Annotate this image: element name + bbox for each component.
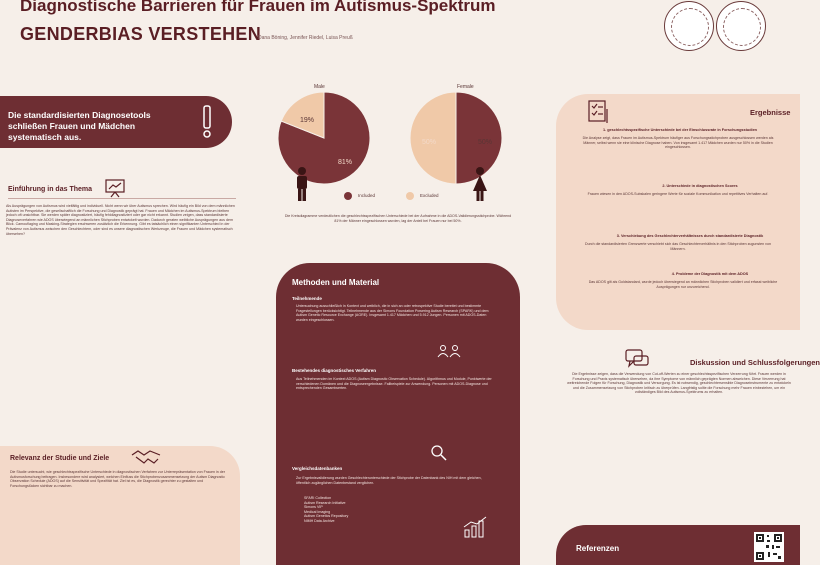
poster-subtitle: GENDERBIAS VERSTEHEN	[20, 24, 262, 44]
pie-value-label: 50%	[422, 139, 437, 146]
list-item: Simons VIP	[304, 505, 323, 510]
university-seal-icon	[664, 1, 714, 51]
chat-icon	[624, 348, 650, 370]
female-figure-icon	[470, 166, 490, 202]
results-subheading: 1. geschlechtsspezifische Unterschiede bei der Einschlussrate in Forschungsstudien	[602, 128, 758, 132]
relevance-text: Die Studie untersucht, wie geschlechtsspezifische Unterschiede in diagnostischen Verfahren zur Unterrepräsentation von Frauen in der Autismusforschung beitragen. Insbesondere wird analysiert, welchen Einfluss die Stichprobenzusammensetzung der Autism Diagnostic Observation Schedule (ADOS) auf die Sensitivität und Spezifität hat. Ziel ist es, die Diagnostik gerechter zu gestalten und Forschungslücken sichtbar zu machen.	[10, 470, 225, 488]
database-list	[304, 496, 424, 524]
male-figure-icon	[292, 166, 312, 202]
list-item: SFARI Collection	[304, 496, 332, 500]
list-item: Autism Research Initiative	[304, 500, 346, 505]
key-statement-text: Die standardisierten Diagnosetools schließen Frauen und Mädchen systematisch aus.	[8, 110, 151, 142]
checklist-icon	[586, 99, 612, 125]
methods-databases-text: Zur Ergebnisvalidierung wurden Geschlechterunterschiede der Stichprobe der Datenbank des NIH mit dem gleichen, öffentlich zugänglichen Datenbestand verglichen.	[296, 476, 482, 485]
list-item: NIMH Data Archive	[304, 518, 335, 523]
pie-label-male: Male	[314, 84, 325, 90]
legend-included-swatch	[344, 192, 352, 200]
results-text: Das ADOS gilt als Goldstandard, wurde jedoch überwiegend an männlichen Stichproben validiert und erfasst weibliche Ausprägungen nur unzureichend.	[588, 280, 778, 289]
list-item: Medical Imaging	[304, 509, 331, 514]
methods-sub-databases: Vergleichsdatenbanken	[292, 466, 343, 471]
results-heading: Ergebnisse	[750, 108, 791, 117]
discussion-text: Die Ergebnisse zeigen, dass die Verwendung von Cut-off-Werten zu einer geschlechtsspezifischen Verzerrung führt. Frauen werden in Forschung und Praxis systematisch übersehen, da ihre Symptome von männlich geprägten Normen abweichen. Diese Verzerrung hat weitreichende Folgen für Forschung, Diagnostik und Versorgung. Es ist notwendig, geschlechtersensible Diagnoseinstrumente zu entwickeln und die Zusammensetzung von Stichproben kritisch zu überprüfen. Langfristig sollte die Forschung mehr Frauen einbeziehen, um ein vollständiges Bild des Autismus-Spektrums zu erhalten.	[567, 372, 791, 395]
legend-excluded-swatch	[406, 192, 414, 200]
methods-sub-participants: Teilnehmende	[292, 296, 322, 301]
methods-heading: Methoden und Material	[292, 278, 380, 287]
pie-label-female: Female	[457, 84, 474, 90]
intro-heading: Einführung in das Thema	[8, 186, 93, 193]
pie-value-label: 19%	[300, 117, 315, 124]
handshake-icon	[130, 447, 162, 467]
university-seal-icon	[716, 1, 766, 51]
qr-code-icon[interactable]	[754, 532, 784, 562]
authors: Dana Böning, Jennifer Riedel, Luisa Preuß	[258, 35, 353, 41]
methods-diagnostics-text: Aus Teilnehmenden im Kontext ADOS (Autism Diagnostic Observation Schedule). Algorithmus und Module, Punktwerte der verschiedenen Domänen und die Diagnoseergebnisse. Fallbeispiele zur Anwendung. Personen mit ADOS-Diagnose und entsprechenden Gesamtwerten.	[296, 377, 492, 391]
discussion-heading: Diskussion und Schlussfolgerungen	[690, 358, 820, 367]
results-subheading: 4. Probleme der Diagnostik mit dem ADOS	[671, 272, 749, 276]
male-pie-chart	[276, 90, 372, 186]
legend-excluded-label: Excluded	[420, 193, 439, 198]
magnifier-icon	[430, 444, 448, 462]
divider	[8, 198, 236, 199]
exclamation-icon	[196, 104, 218, 140]
results-subheading: 3. Verschiebung des Geschlechterverhältnisses durch standardisierte Diagnostik	[616, 234, 764, 238]
pie-value-label: 81%	[338, 159, 353, 166]
methods-sub-diagnostics: Bestehendes diagnostisches Verfahren	[292, 368, 377, 373]
pie-value-label: 50%	[478, 139, 493, 146]
results-text: Durch die standardisierten Grenzwerte verschiebt sich das Geschlechterverhältnis in den Stichproben zugunsten von Männern.	[585, 242, 771, 251]
results-text: Die Analyse zeigt, dass Frauen im Autismus-Spektrum häufiger aus Forschungsstichproben ausgeschlossen werden als Männer, selbst wenn sie eine klinische Diagnose haben. Von insgesamt 1.417 Mädchen wurden nur 50% in die Studien eingeschlossen.	[582, 136, 774, 150]
poster-title: Diagnostische Barrieren für Frauen im Autismus-Spektrum	[20, 0, 496, 15]
relevance-heading: Relevanz der Studie und Ziele	[10, 455, 110, 462]
pie-slice-excluded	[410, 92, 456, 184]
legend-included-label: Included	[358, 193, 376, 198]
list-item: Autism Genetics Repository	[304, 514, 349, 519]
presentation-icon	[104, 178, 126, 198]
methods-participants-text: Untersuchung ausschließlich in Kontext und weiblich, die in sich an oder retrospektive Studie bereitet und bestimmte Fragestellungen berücksichtigt. Teilnehmende aus der Simons Foundation Powering Autism Research (SPARK) und dem Autism Genetic Resource Exchange (AGRE). Insgesamt 1.417 Mädchen und 5.912 Jungen. Personen mit ADOS-Daten wurden eingeschlossen.	[296, 304, 489, 322]
intro-text: Als Ausprägungen von Autismus wird vielfältig und individuell. Nicht wenn wir über Autismus sprechen. Wird häufig ein Bild von dem männlichen Autisten im Perspektive, die gesellschaftlich die Forschung und Diagnostik geprägt hat. Frauen und Mädchen im Autismus-Spektrum bleiben jedoch oft unsichtbar. Sie werden später diagnostiziert, häufig fehldiagnostiziert oder gar nicht erkannt. Studien zeigen, dass standardisierte Diagnoseverfahren wie ADOS überwiegend an männlichen Stichproben entwickelt wurden. Dadurch geraten weibliche Ausprägungen aus dem Blick. Camouflaging und Masking-Strategien erschweren zusätzlich die Erkennung. Gibt es tatsächlich einen signifikanten Unterschied in der Prävalenz von Autismus zwischen den Geschlechtern, oder sind es unsere diagnostischen Werkzeuge, die Frauen und Mädchen systematisch übersehen?	[6, 204, 235, 236]
pie-caption: Die Kreisdiagramme verdeutlichen die geschlechtsspezifischen Unterschiede bei der Aufnahme in die ADOS-Validierungsstichprobe. Während 81% der Männer eingeschlossen wurden, lag der Anteil bei Frauen nur bei 50%.	[284, 214, 512, 223]
results-subheading: 2. Unterschiede in diagnostischen Scores	[662, 184, 738, 188]
references-heading: Referenzen	[576, 544, 620, 553]
growth-chart-icon	[462, 516, 488, 538]
results-text: Frauen wiesen in den ADOS-Subskalen geringere Werte für soziale Kommunikation und repetitives Verhalten auf.	[587, 192, 769, 196]
group-people-icon	[436, 344, 462, 358]
